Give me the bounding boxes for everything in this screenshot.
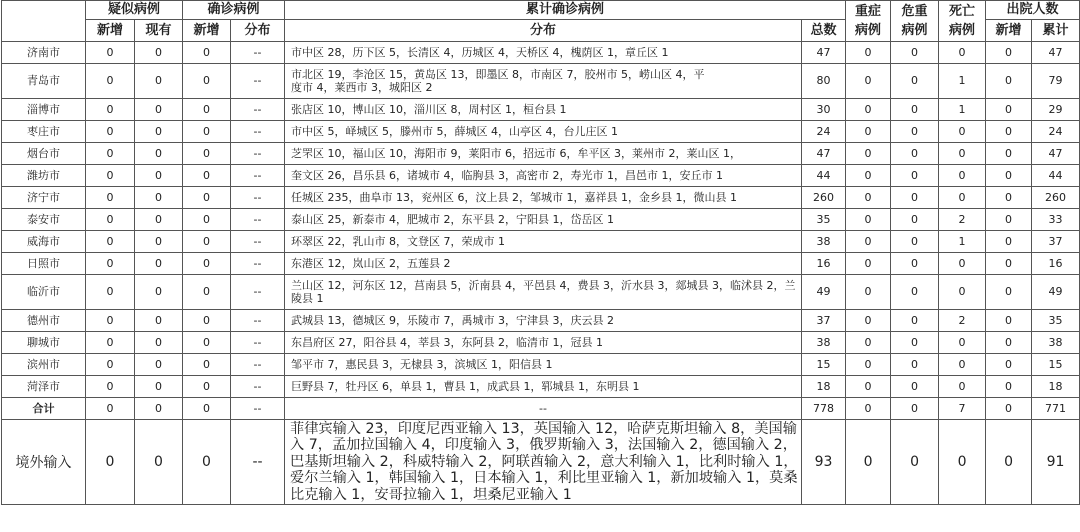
suspected-current: 0	[135, 420, 183, 505]
table-row	[2, 332, 1080, 354]
critical-count: 0	[891, 398, 939, 420]
death-count: 2	[939, 209, 986, 231]
header-discharged-new: 新增	[986, 20, 1032, 42]
suspected-new: 0	[86, 231, 135, 253]
confirmed-new: 0	[183, 187, 231, 209]
header-severe: 重症病例	[846, 1, 891, 42]
discharged-new: 0	[986, 376, 1032, 398]
suspected-current: 0	[135, 121, 183, 143]
header-confirmed-new: 新增	[183, 20, 231, 42]
confirmed-new: 0	[183, 165, 231, 187]
severe-count: 0	[846, 99, 891, 121]
death-count: 1	[939, 231, 986, 253]
header-cumulative-total: 总数	[802, 20, 846, 42]
discharged-total: 771	[1032, 398, 1080, 420]
confirmed-distribution: --	[231, 231, 285, 253]
discharged-new: 0	[986, 332, 1032, 354]
critical-count: 0	[891, 332, 939, 354]
severe-count: 0	[846, 332, 891, 354]
suspected-new: 0	[86, 165, 135, 187]
total-label: 合计	[2, 398, 86, 420]
death-count: 0	[939, 165, 986, 187]
discharged-total: 47	[1032, 143, 1080, 165]
table-row	[2, 165, 1080, 187]
cumulative-total: 778	[802, 398, 846, 420]
critical-count: 0	[891, 42, 939, 64]
cumulative-distribution: 武城县 13，德城区 9，乐陵市 7，禹城市 3，宁津县 3，庆云县 2	[285, 310, 802, 332]
confirmed-distribution: --	[231, 275, 285, 310]
critical-count: 0	[891, 143, 939, 165]
confirmed-distribution: --	[231, 332, 285, 354]
discharged-total: 37	[1032, 231, 1080, 253]
header-confirmed-distribution: 分布	[231, 20, 285, 42]
confirmed-distribution: --	[231, 310, 285, 332]
header-death: 死亡病例	[939, 1, 986, 42]
city-name: 烟台市	[2, 143, 86, 165]
header-row-top	[2, 1, 1080, 20]
cumulative-total: 49	[802, 275, 846, 310]
cumulative-total: 47	[802, 143, 846, 165]
header-cumulative-distribution: 分布	[285, 20, 802, 42]
table-row	[2, 231, 1080, 253]
table-row	[2, 42, 1080, 64]
discharged-total: 91	[1032, 420, 1080, 505]
confirmed-new: 0	[183, 209, 231, 231]
confirmed-new: 0	[183, 121, 231, 143]
severe-count: 0	[846, 398, 891, 420]
cumulative-total: 38	[802, 231, 846, 253]
critical-count: 0	[891, 64, 939, 99]
header-critical: 危重病例	[891, 1, 939, 42]
suspected-current: 0	[135, 99, 183, 121]
suspected-current: 0	[135, 275, 183, 310]
header-suspected-current: 现有	[135, 20, 183, 42]
discharged-total: 47	[1032, 42, 1080, 64]
cumulative-total: 24	[802, 121, 846, 143]
confirmed-distribution: --	[231, 398, 285, 420]
suspected-new: 0	[86, 209, 135, 231]
severe-count: 0	[846, 354, 891, 376]
cumulative-total: 30	[802, 99, 846, 121]
table-row	[2, 376, 1080, 398]
suspected-current: 0	[135, 64, 183, 99]
suspected-new: 0	[86, 310, 135, 332]
death-count: 0	[939, 187, 986, 209]
discharged-total: 38	[1032, 332, 1080, 354]
confirmed-new: 0	[183, 99, 231, 121]
confirmed-distribution: --	[231, 121, 285, 143]
discharged-total: 24	[1032, 121, 1080, 143]
cumulative-distribution: 泰山区 25，新泰市 4，肥城市 2，东平县 2，宁阳县 1，岱岳区 1	[285, 209, 802, 231]
suspected-new: 0	[86, 42, 135, 64]
discharged-new: 0	[986, 354, 1032, 376]
cumulative-total: 37	[802, 310, 846, 332]
critical-count: 0	[891, 275, 939, 310]
cumulative-distribution: 芝罘区 10，福山区 10，海阳市 9，莱阳市 6，招远市 6，牟平区 3，莱州市 2，莱山区 1，	[285, 143, 802, 165]
discharged-new: 0	[986, 187, 1032, 209]
cumulative-total: 44	[802, 165, 846, 187]
death-count: 0	[939, 121, 986, 143]
header-city-cell	[2, 1, 86, 42]
suspected-current: 0	[135, 231, 183, 253]
critical-count: 0	[891, 187, 939, 209]
cumulative-distribution: 兰山区 12，河东区 12，莒南县 5，沂南县 4，平邑县 4，费县 3，沂水县 3，郯城县 3，临沭县 2，兰陵县 1	[285, 275, 802, 310]
confirmed-distribution: --	[231, 42, 285, 64]
confirmed-new: 0	[183, 376, 231, 398]
severe-count: 0	[846, 310, 891, 332]
table-row	[2, 275, 1080, 310]
discharged-new: 0	[986, 275, 1032, 310]
discharged-total: 18	[1032, 376, 1080, 398]
city-name: 日照市	[2, 253, 86, 275]
severe-count: 0	[846, 231, 891, 253]
critical-count: 0	[891, 253, 939, 275]
confirmed-new: 0	[183, 231, 231, 253]
confirmed-distribution: --	[231, 165, 285, 187]
confirmed-distribution: --	[231, 187, 285, 209]
suspected-new: 0	[86, 332, 135, 354]
critical-count: 0	[891, 231, 939, 253]
confirmed-distribution: --	[231, 143, 285, 165]
city-name: 淄博市	[2, 99, 86, 121]
death-count: 0	[939, 354, 986, 376]
cumulative-total: 18	[802, 376, 846, 398]
header-cumulative: 累计确诊病例	[285, 1, 846, 20]
suspected-new: 0	[86, 275, 135, 310]
severe-count: 0	[846, 121, 891, 143]
foreign-import-row	[2, 420, 1080, 505]
discharged-total: 16	[1032, 253, 1080, 275]
confirmed-distribution: --	[231, 64, 285, 99]
suspected-current: 0	[135, 310, 183, 332]
confirmed-distribution: --	[231, 354, 285, 376]
suspected-new: 0	[86, 121, 135, 143]
cumulative-distribution: 奎文区 26，昌乐县 6，诸城市 4，临朐县 3，高密市 2，寿光市 1，昌邑市 1，安丘市 1	[285, 165, 802, 187]
critical-count: 0	[891, 209, 939, 231]
discharged-new: 0	[986, 420, 1032, 505]
confirmed-new: 0	[183, 398, 231, 420]
cumulative-distribution: 张店区 10，博山区 10，淄川区 8，周村区 1，桓台县 1	[285, 99, 802, 121]
table-row	[2, 209, 1080, 231]
discharged-new: 0	[986, 42, 1032, 64]
death-count: 0	[939, 42, 986, 64]
cumulative-total: 38	[802, 332, 846, 354]
suspected-new: 0	[86, 253, 135, 275]
total-row	[2, 398, 1080, 420]
city-name: 聊城市	[2, 332, 86, 354]
cumulative-total: 260	[802, 187, 846, 209]
discharged-new: 0	[986, 121, 1032, 143]
death-count: 0	[939, 420, 986, 505]
severe-count: 0	[846, 420, 891, 505]
city-name: 泰安市	[2, 209, 86, 231]
critical-count: 0	[891, 354, 939, 376]
suspected-current: 0	[135, 253, 183, 275]
header-suspected-new: 新增	[86, 20, 135, 42]
confirmed-distribution: --	[231, 420, 285, 505]
confirmed-new: 0	[183, 275, 231, 310]
suspected-new: 0	[86, 99, 135, 121]
confirmed-distribution: --	[231, 376, 285, 398]
death-count: 0	[939, 275, 986, 310]
severe-count: 0	[846, 376, 891, 398]
city-name: 滨州市	[2, 354, 86, 376]
table-row	[2, 143, 1080, 165]
discharged-new: 0	[986, 64, 1032, 99]
severe-count: 0	[846, 42, 891, 64]
city-name: 威海市	[2, 231, 86, 253]
discharged-total: 35	[1032, 310, 1080, 332]
critical-count: 0	[891, 165, 939, 187]
header-discharged: 出院人数	[986, 1, 1080, 20]
city-name: 菏泽市	[2, 376, 86, 398]
discharged-new: 0	[986, 143, 1032, 165]
confirmed-new: 0	[183, 420, 231, 505]
death-count: 0	[939, 253, 986, 275]
city-name: 潍坊市	[2, 165, 86, 187]
discharged-total: 260	[1032, 187, 1080, 209]
header-confirmed: 确诊病例	[183, 1, 285, 20]
table-row	[2, 310, 1080, 332]
table-row	[2, 354, 1080, 376]
discharged-new: 0	[986, 253, 1032, 275]
discharged-new: 0	[986, 310, 1032, 332]
cumulative-distribution: 任城区 235，曲阜市 13，兖州区 6，汶上县 2，邹城市 1，嘉祥县 1，金乡县 1，微山县 1	[285, 187, 802, 209]
city-name: 临沂市	[2, 275, 86, 310]
cumulative-total: 35	[802, 209, 846, 231]
confirmed-new: 0	[183, 332, 231, 354]
death-count: 2	[939, 310, 986, 332]
severe-count: 0	[846, 165, 891, 187]
critical-count: 0	[891, 310, 939, 332]
confirmed-distribution: --	[231, 253, 285, 275]
suspected-current: 0	[135, 42, 183, 64]
discharged-new: 0	[986, 231, 1032, 253]
critical-count: 0	[891, 420, 939, 505]
suspected-new: 0	[86, 64, 135, 99]
cumulative-distribution: 环翠区 22，乳山市 8，文登区 7，荣成市 1	[285, 231, 802, 253]
death-count: 7	[939, 398, 986, 420]
suspected-current: 0	[135, 332, 183, 354]
confirmed-new: 0	[183, 143, 231, 165]
suspected-current: 0	[135, 354, 183, 376]
suspected-current: 0	[135, 187, 183, 209]
city-name: 德州市	[2, 310, 86, 332]
suspected-current: 0	[135, 165, 183, 187]
confirmed-distribution: --	[231, 99, 285, 121]
cumulative-distribution: 巨野县 7，牡丹区 6，单县 1，曹县 1，成武县 1，郓城县 1，东明县 1	[285, 376, 802, 398]
critical-count: 0	[891, 121, 939, 143]
discharged-total: 79	[1032, 64, 1080, 99]
cumulative-distribution: --	[285, 398, 802, 420]
confirmed-new: 0	[183, 64, 231, 99]
cumulative-total: 93	[802, 420, 846, 505]
suspected-current: 0	[135, 209, 183, 231]
confirmed-new: 0	[183, 253, 231, 275]
discharged-total: 44	[1032, 165, 1080, 187]
suspected-new: 0	[86, 420, 135, 505]
header-discharged-total: 累计	[1032, 20, 1080, 42]
confirmed-new: 0	[183, 310, 231, 332]
table-row	[2, 64, 1080, 99]
critical-count: 0	[891, 376, 939, 398]
confirmed-distribution: --	[231, 209, 285, 231]
city-name: 济南市	[2, 42, 86, 64]
cumulative-distribution: 东港区 12，岚山区 2，五莲县 2	[285, 253, 802, 275]
cumulative-total: 80	[802, 64, 846, 99]
discharged-total: 33	[1032, 209, 1080, 231]
table-row	[2, 121, 1080, 143]
table-row	[2, 187, 1080, 209]
city-name: 青岛市	[2, 64, 86, 99]
suspected-current: 0	[135, 376, 183, 398]
city-name: 济宁市	[2, 187, 86, 209]
table-row	[2, 99, 1080, 121]
discharged-new: 0	[986, 398, 1032, 420]
discharged-total: 49	[1032, 275, 1080, 310]
suspected-new: 0	[86, 187, 135, 209]
cumulative-total: 47	[802, 42, 846, 64]
covid-case-table	[1, 0, 1080, 505]
discharged-total: 15	[1032, 354, 1080, 376]
suspected-new: 0	[86, 398, 135, 420]
death-count: 0	[939, 332, 986, 354]
severe-count: 0	[846, 209, 891, 231]
severe-count: 0	[846, 253, 891, 275]
severe-count: 0	[846, 187, 891, 209]
header-suspected: 疑似病例	[86, 1, 183, 20]
discharged-total: 29	[1032, 99, 1080, 121]
severe-count: 0	[846, 275, 891, 310]
severe-count: 0	[846, 143, 891, 165]
foreign-label: 境外输入	[2, 420, 86, 505]
confirmed-new: 0	[183, 42, 231, 64]
cumulative-total: 16	[802, 253, 846, 275]
suspected-current: 0	[135, 398, 183, 420]
death-count: 1	[939, 64, 986, 99]
suspected-new: 0	[86, 376, 135, 398]
confirmed-new: 0	[183, 354, 231, 376]
table-row	[2, 253, 1080, 275]
death-count: 1	[939, 99, 986, 121]
foreign-distribution: 菲律宾输入 23，印度尼西亚输入 13，英国输入 12，哈萨克斯坦输入 8，美国输入 7，孟加拉国输入 4，印度输入 3，俄罗斯输入 3，法国输入 2，德国输入 2，巴基斯坦输入 2，科威特输入 2，阿联酋输入 2，意大利输入 1，比利时输入 1，爱尔兰输入 1，韩国输入 1，日本输入 1，利比里亚输入 1，新加坡输入 1，莫桑比克输入 1，安哥拉输入 1，坦桑尼亚输入 1	[285, 420, 802, 505]
cumulative-distribution: 市中区 28，历下区 5，长清区 4，历城区 4，天桥区 4，槐荫区 1，章丘区 1	[285, 42, 802, 64]
suspected-new: 0	[86, 354, 135, 376]
critical-count: 0	[891, 99, 939, 121]
cumulative-distribution: 市北区 19，李沧区 15，黄岛区 13，即墨区 8，市南区 7，胶州市 5，崂山区 4，平度市 4，莱西市 3，城阳区 2	[285, 64, 802, 99]
suspected-new: 0	[86, 143, 135, 165]
discharged-new: 0	[986, 99, 1032, 121]
discharged-new: 0	[986, 209, 1032, 231]
death-count: 0	[939, 143, 986, 165]
cumulative-distribution: 东昌府区 27，阳谷县 4，莘县 3，东阿县 2，临清市 1，冠县 1	[285, 332, 802, 354]
cumulative-distribution: 邹平市 7，惠民县 3，无棣县 3，滨城区 1，阳信县 1	[285, 354, 802, 376]
suspected-current: 0	[135, 143, 183, 165]
city-name: 枣庄市	[2, 121, 86, 143]
severe-count: 0	[846, 64, 891, 99]
discharged-new: 0	[986, 165, 1032, 187]
cumulative-total: 15	[802, 354, 846, 376]
death-count: 0	[939, 376, 986, 398]
cumulative-distribution: 市中区 5，峄城区 5，滕州市 5，薛城区 4，山亭区 4，台儿庄区 1	[285, 121, 802, 143]
